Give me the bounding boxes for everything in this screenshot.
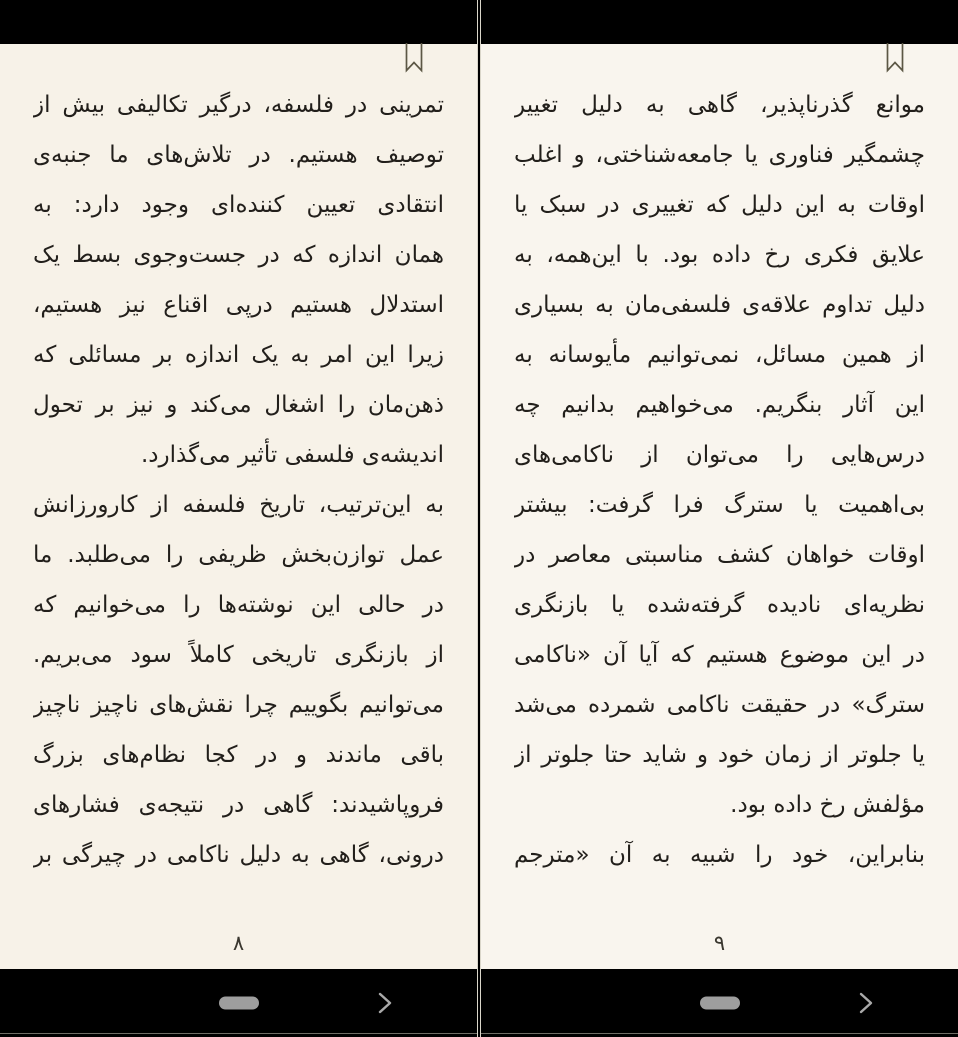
text-line: انتقادی تعیین کننده‌ای وجود دارد: به (33, 192, 444, 218)
text-line: بنابراین، خود را شبیه به آن «مترجم (514, 842, 925, 868)
page-number: ۹ (713, 931, 726, 955)
text-line: می‌توانیم بگوییم چرا نقش‌های ناچیز ناچیز (33, 692, 444, 718)
reader-screen-left (0, 0, 478, 1037)
bookmark-icon[interactable] (886, 43, 904, 73)
text-line: اوقات به این دلیل که تغییری در سبک یا (514, 192, 925, 218)
bookmark-icon[interactable] (405, 43, 423, 73)
text-line: اندیشه‌ی فلسفی تأثیر می‌گذارد. (141, 442, 444, 468)
status-bar (481, 0, 958, 44)
text-line: ذهن‌مان را اشغال می‌کند و نیز بر تحول (33, 392, 444, 418)
text-line: یا جلوتر از زمان خود و شاید حتا جلوتر از (514, 742, 925, 768)
text-line: موانع گذرناپذیر، گاهی به دلیل تغییر (514, 92, 925, 118)
text-line: در حالی این نوشته‌ها را می‌خوانیم که (33, 592, 444, 618)
page-text (514, 80, 925, 880)
chevron-right-icon[interactable] (371, 990, 397, 1016)
page-text (33, 80, 444, 880)
text-line: دلیل تداوم علاقه‌ی فلسفی‌مان به بسیاری (514, 292, 925, 318)
text-line: چشمگیر فناوری یا جامعه‌شناختی، و اغلب (514, 142, 925, 168)
text-line: مؤلفش رخ داده بود. (730, 792, 925, 818)
text-line: توصیف هستیم. در تلاش‌های ما جنبه‌ی (33, 142, 444, 168)
navigation-bar (481, 969, 958, 1037)
text-line: از همین مسائل، نمی‌توانیم مأیوسانه به (514, 342, 925, 368)
chevron-right-icon[interactable] (852, 990, 878, 1016)
book-page[interactable] (0, 44, 477, 969)
reader-screen-right (480, 0, 958, 1037)
book-page[interactable] (481, 44, 958, 969)
text-line: عمل توازن‌بخش ظریفی را می‌طلبد. ما (33, 542, 444, 568)
text-line: علایق فکری رخ داده بود. با این‌همه، به (514, 242, 925, 268)
text-line: فروپاشیدند: گاهی در نتیجه‌ی فشارهای (33, 792, 444, 818)
status-bar (0, 0, 477, 44)
text-line: بی‌اهمیت یا سترگ فرا گرفت: بیشتر (514, 492, 925, 518)
text-line: درونی، گاهی به دلیل ناکامی در چیرگی بر (33, 842, 444, 868)
text-line: همان اندازه که در جست‌وجوی بسط یک (33, 242, 444, 268)
text-line: در این موضوع هستیم که آیا آن «ناکامی (514, 642, 925, 668)
text-line: به این‌ترتیب، تاریخ فلسفه از کارورزانش (33, 492, 444, 518)
text-line: این آثار بنگریم. می‌خواهیم بدانیم چه (514, 392, 925, 418)
text-line: اوقات خواهان کشف مناسبتی معاصر در (514, 542, 925, 568)
navigation-bar (0, 969, 477, 1037)
page-number: ۸ (232, 931, 245, 955)
text-line: نظریه‌ای نادیده گرفته‌شده یا بازنگری (514, 592, 925, 618)
text-line: زیرا این امر به یک اندازه بر مسائلی که (33, 342, 444, 368)
text-line: تمرینی در فلسفه، درگیر تکالیفی بیش از (33, 92, 444, 118)
home-indicator[interactable] (219, 997, 259, 1010)
text-line: درس‌هایی را می‌توان از ناکامی‌های (514, 442, 925, 468)
text-line: استدلال هستیم درپی اقناع نیز هستیم، (33, 292, 444, 318)
text-line: سترگ» در حقیقت ناکامی شمرده می‌شد (514, 692, 925, 718)
home-indicator[interactable] (700, 997, 740, 1010)
text-line: باقی ماندند و در کجا نظام‌های بزرگ (33, 742, 444, 768)
text-line: از بازنگری تاریخی کاملاً سود می‌بریم. (33, 642, 444, 668)
